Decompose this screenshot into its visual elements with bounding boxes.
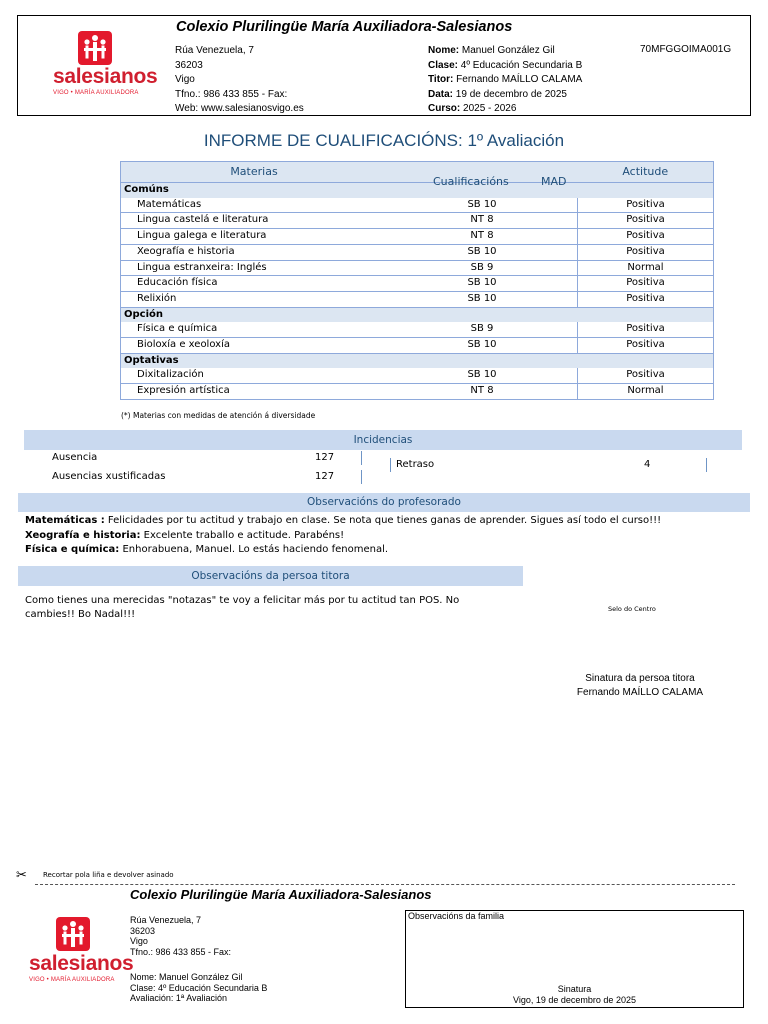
subject-name: Relixión: [121, 291, 388, 307]
group-label: Optativas: [121, 353, 714, 368]
col-header-attitude: Actitude: [578, 162, 714, 183]
group-row: [121, 183, 714, 198]
school-web: Web: www.salesianosvigo.es: [175, 103, 304, 114]
subject-name: Física e química: [121, 322, 388, 337]
incidents-divider: [361, 451, 362, 465]
tear-off-city: Vigo: [130, 936, 148, 946]
group-label: Opción: [121, 307, 714, 322]
table-row: [121, 368, 714, 383]
table-row: [121, 198, 714, 213]
cut-instruction: Recortar pola liña e devolver asinado: [43, 871, 174, 879]
table-row: [121, 276, 714, 292]
grades-table: [120, 161, 714, 400]
family-place-date: Vigo, 19 de decembro de 2025: [513, 995, 636, 1005]
family-signature-label: Sinatura: [557, 984, 592, 994]
incidents-divider: [706, 458, 707, 472]
logo-mark-icon: [78, 31, 112, 65]
justified-absence-value: 127: [315, 471, 335, 482]
grade-cell: SB 9: [387, 322, 578, 337]
attitude-cell: Normal: [578, 260, 714, 276]
teacher-observation: [25, 543, 750, 558]
col-header-mad: MAD: [541, 175, 567, 188]
diversity-footnote: (*) Materias con medidas de atención á diversidade: [121, 411, 316, 420]
tear-off-phone: Tfno.: 986 433 855 - Fax:: [130, 946, 232, 957]
subject-name: Lingua castelá e literatura: [121, 213, 388, 229]
student-tutor: Fernando MAÍLLO CALAMA: [456, 74, 583, 85]
school-seal-label: Selo do Centro: [608, 605, 656, 613]
teacher-observation: [25, 529, 750, 544]
attitude-cell: Positiva: [578, 338, 714, 354]
grade-cell: NT 8: [387, 384, 578, 400]
grades-header-row: [121, 162, 714, 183]
attitude-cell: Positiva: [578, 244, 714, 260]
student-name-line: [428, 44, 582, 59]
school-postcode: 36203: [175, 59, 203, 71]
tear-off-student-name: Nome: Manuel González Gil: [130, 972, 243, 982]
family-observations-box[interactable]: [405, 910, 744, 1008]
teacher-observations-list: [25, 514, 750, 558]
course-line: [428, 102, 582, 117]
logo-subtitle: VIGO • MARÍA AUXILIADORA: [53, 90, 139, 96]
teacher-observations-header: Observacións do profesorado: [18, 493, 750, 512]
observation-text: Felicidades por tu actitud y trabajo en clase. Se nota que tienes ganas de aprender. Sigues así todo el curso!!!: [104, 515, 662, 526]
table-row: [121, 322, 714, 337]
late-value: 4: [644, 459, 651, 470]
logo-wordmark: salesianos: [53, 65, 158, 88]
subject-name: Lingua estranxeira: Inglés: [121, 260, 388, 276]
logo-wordmark: salesianos: [29, 952, 134, 975]
subject-name: Xeografía e historia: [121, 244, 388, 260]
subject-name: Matemáticas: [121, 198, 388, 213]
student-name: Manuel González Gil: [461, 45, 555, 56]
tutor-observations-header: Observacións da persoa titora: [18, 566, 523, 586]
tear-off-logo: [29, 917, 134, 987]
grade-cell: NT 8: [387, 213, 578, 229]
grade-cell: SB 10: [387, 244, 578, 260]
teacher-observation: [25, 514, 750, 529]
logo-subtitle: VIGO • MARÍA AUXILIADORA: [29, 977, 115, 983]
grade-cell: NT 8: [387, 229, 578, 245]
school-city: Vigo: [175, 74, 195, 85]
col-header-grade: Cualificacións: [433, 175, 509, 188]
absence-label: Ausencia: [52, 452, 98, 463]
course-year: 2025 - 2026: [463, 103, 517, 114]
tear-off-postcode: 36203: [130, 925, 156, 936]
group-row: [121, 307, 714, 322]
attitude-cell: Normal: [578, 384, 714, 400]
subject-name: Dixitalización: [121, 368, 388, 383]
table-row: [121, 384, 714, 400]
tutor-observation-text: Como tienes una merecidas "notazas" te voy a felicitar más por tu actitud tan POS. No cambies!! Bo Nadal!!!: [25, 595, 460, 620]
observation-text: Excelente traballo e actitude. Parabéns!: [140, 529, 345, 541]
table-row: [121, 244, 714, 260]
attitude-cell: Positiva: [578, 322, 714, 337]
table-row: [121, 338, 714, 354]
observation-text: Enhorabuena, Manuel. Lo estás haciendo fenomenal.: [119, 544, 389, 555]
school-logo: [53, 31, 158, 101]
tutor-signature-name: Fernando MAÍLLO CALAMA: [576, 687, 704, 698]
attitude-cell: Positiva: [578, 276, 714, 292]
incidents-divider: [361, 470, 362, 484]
school-name: Colexio Plurilingüe María Auxiliadora-Salesianos: [176, 19, 513, 35]
grade-cell: SB 10: [387, 198, 578, 213]
observation-subject: Matemáticas :: [25, 515, 105, 526]
report-date-line: [428, 88, 582, 103]
family-observations-label: Observacións da familia: [408, 911, 505, 921]
table-row: [121, 229, 714, 245]
absence-value: 127: [315, 452, 335, 463]
grade-cell: SB 9: [387, 260, 578, 276]
observation-subject: Física e química:: [25, 544, 120, 555]
student-class-label: Clase:: [428, 59, 459, 71]
student-name-label: Nome:: [428, 45, 460, 56]
school-phone: Tfno.: 986 433 855 - Fax:: [175, 88, 288, 100]
student-tutor-line: [428, 73, 582, 88]
tear-off-student-class: Clase: 4º Educación Secundaria B: [130, 982, 268, 993]
student-class: 4º Educación Secundaria B: [460, 59, 583, 71]
observation-subject: Xeografía e historia:: [25, 529, 141, 541]
justified-absence-label: Ausencias xustificadas: [52, 471, 166, 482]
school-address: Rúa Venezuela, 7: [175, 45, 254, 56]
late-label: Retraso: [396, 459, 435, 470]
grade-cell: SB 10: [387, 368, 578, 383]
table-row: [121, 213, 714, 229]
student-code: 70MFGGOIMA001G: [640, 44, 732, 55]
subject-name: Expresión artística: [121, 384, 388, 400]
tear-off-address: Rúa Venezuela, 7: [130, 915, 202, 925]
attitude-cell: Positiva: [578, 368, 714, 383]
tear-off-evaluation: Avaliación: 1ª Avaliación: [130, 993, 228, 1003]
tutor-signature-label: Sinatura da persoa titora: [585, 673, 695, 684]
col-header-subject: Materias: [121, 162, 388, 183]
report-title: INFORME DE CUALIFICACIÓNS: 1º Avaliación: [203, 131, 565, 150]
report-date: 19 de decembro de 2025: [455, 88, 567, 100]
subject-name: Bioloxía e xeoloxía: [121, 338, 388, 354]
student-tutor-label: Titor:: [428, 74, 454, 85]
cut-line: [35, 884, 735, 885]
incidents-divider: [390, 458, 391, 472]
report-date-label: Data:: [428, 88, 454, 100]
logo-mark-icon: [56, 917, 90, 951]
grade-cell: SB 10: [387, 276, 578, 292]
table-row: [121, 260, 714, 276]
scissors-icon: ✂: [16, 868, 27, 883]
subject-name: Educación física: [121, 276, 388, 292]
course-label: Curso:: [428, 103, 461, 114]
attitude-cell: Positiva: [578, 213, 714, 229]
grade-cell: SB 10: [387, 338, 578, 354]
attitude-cell: Positiva: [578, 198, 714, 213]
subject-name: Lingua galega e literatura: [121, 229, 388, 245]
col-header-grade-mad: [387, 162, 578, 188]
grade-cell: SB 10: [387, 291, 578, 307]
attitude-cell: Positiva: [578, 291, 714, 307]
tear-off-school-name: Colexio Plurilingüe María Auxiliadora-Salesianos: [130, 887, 432, 902]
incidents-header: Incidencias: [24, 430, 742, 450]
group-row: [121, 353, 714, 368]
attitude-cell: Positiva: [578, 229, 714, 245]
group-label: Comúns: [121, 183, 714, 198]
table-row: [121, 291, 714, 307]
student-class-line: [428, 59, 582, 74]
